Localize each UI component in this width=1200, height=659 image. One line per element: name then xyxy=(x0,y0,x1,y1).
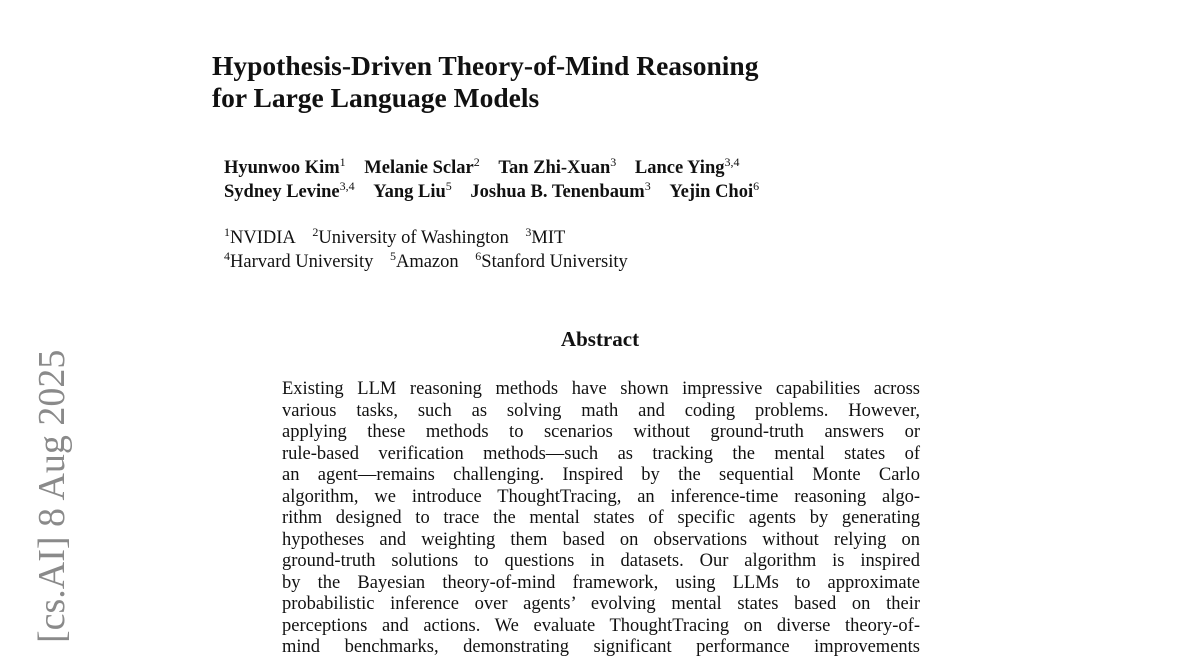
paper-title xyxy=(212,50,912,114)
affiliation: $^5$Amazon xyxy=(389,249,459,272)
arxiv-side-stamp: [cs.AI] 8 Aug 2025 xyxy=(31,349,73,643)
affiliation-list xyxy=(224,226,640,274)
abstract-line: probabilistic inference over agents’ evolving mental states based on their xyxy=(282,594,920,614)
abstract-line: rithm designed to trace the mental states of specific agents by generating xyxy=(282,508,920,528)
author-line-1 xyxy=(224,156,773,180)
author: Hyunwoo Kim$^1$ xyxy=(224,155,346,178)
author: Tan Zhi-Xuan$^3$ xyxy=(498,155,617,178)
author: Yang Liu$^5$ xyxy=(373,179,452,202)
abstract-line: hypotheses and weighting them based on observations without relying on xyxy=(282,529,920,550)
abstract-body xyxy=(282,379,920,659)
author-list xyxy=(224,156,773,204)
abstract-line: various tasks, such as solving math and coding problems. However, xyxy=(282,400,920,421)
author: Yejin Choi$^6$ xyxy=(669,179,760,202)
abstract-line: rule-based verification methods—such as tracking the mental states of xyxy=(282,443,920,464)
abstract-line: applying these methods to scenarios without ground-truth answers or xyxy=(282,422,920,442)
affiliation: $^6$Stanford University xyxy=(475,249,628,272)
author: Lance Ying$^{3,4}$ xyxy=(634,155,740,178)
title-line-2: for Large Language Models xyxy=(212,82,540,113)
author: Joshua B. Tenenbaum$^3$ xyxy=(470,179,651,202)
abstract-line: by the Bayesian theory-of-mind framework, using LLMs to approximate xyxy=(282,572,920,593)
abstract-line: ground-truth solutions to questions in datasets. Our algorithm is inspired xyxy=(282,551,920,571)
abstract-line: mind benchmarks, demonstrating significant performance improvements xyxy=(282,637,920,657)
abstract-line: algorithm, we introduce ThoughtTracing, an inference-time reasoning algo- xyxy=(282,486,920,507)
affiliation: $^1$NVIDIA xyxy=(224,225,296,248)
title-line-1: Hypothesis-Driven Theory-of-Mind Reasoning xyxy=(212,50,759,81)
abstract-line: Existing LLM reasoning methods have shown impressive capabilities across xyxy=(282,379,920,399)
abstract-line: an agent—remains challenging. Inspired by the sequential Monte Carlo xyxy=(282,465,920,485)
affiliation: $^3$MIT xyxy=(525,225,566,248)
affiliation: $^4$Harvard University xyxy=(224,249,374,272)
author-line-2 xyxy=(224,180,773,204)
abstract-line: perceptions and actions. We evaluate ThoughtTracing on diverse theory-of- xyxy=(282,615,920,636)
abstract-heading: Abstract xyxy=(560,327,640,351)
affiliation-line-1 xyxy=(224,226,640,250)
affiliation-line-2 xyxy=(224,250,640,274)
author: Sydney Levine$^{3,4}$ xyxy=(224,179,355,202)
author: Melanie Sclar$^2$ xyxy=(364,155,480,178)
affiliation: $^2$University of Washington xyxy=(312,225,509,248)
